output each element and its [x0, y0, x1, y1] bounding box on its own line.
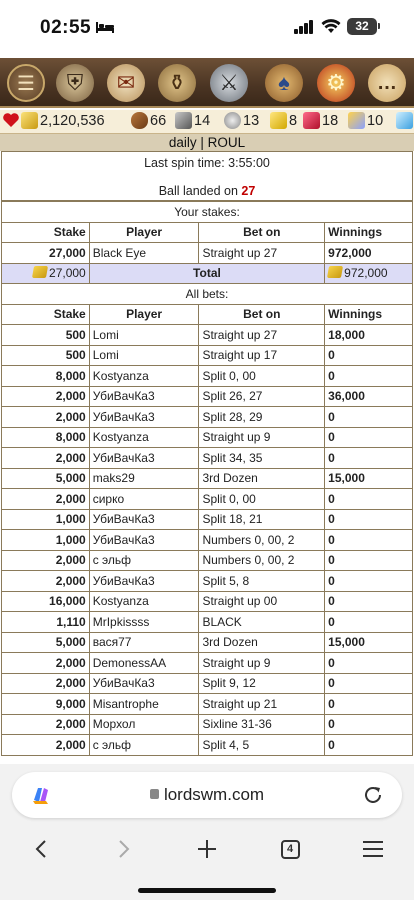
stake-cell: 5,000: [2, 632, 90, 653]
table-row: [2, 386, 413, 407]
table-row: [2, 673, 413, 694]
home-indicator: [138, 888, 276, 893]
player-link[interactable]: maks29: [89, 468, 199, 489]
cellular-signal-icon: [294, 20, 314, 34]
table-row: [2, 612, 413, 633]
table-row: [2, 735, 413, 756]
bet-cell: 3rd Dozen: [199, 632, 325, 653]
player-link[interactable]: УбиВачКа3: [89, 386, 199, 407]
winnings-cell: 0: [325, 673, 413, 694]
status-time: 02:55: [40, 17, 92, 38]
stake-cell: 2,000: [2, 550, 90, 571]
page-title: daily | ROUL: [0, 134, 414, 151]
bet-cell: Straight up 00: [199, 591, 325, 612]
winnings-cell: 0: [325, 345, 413, 366]
browser-toolbar: [0, 764, 414, 900]
heart-icon: [2, 112, 20, 128]
stake-cell: 2,000: [2, 386, 90, 407]
ball-result: [2, 184, 412, 198]
bet-cell: Split 28, 29: [199, 407, 325, 428]
gold-icon: [21, 112, 38, 129]
stake-cell: 2,000: [2, 571, 90, 592]
winnings-cell: 0: [325, 550, 413, 571]
ore-resource: [175, 112, 210, 129]
game-navigation-bar: [0, 58, 414, 108]
battery-tip: [378, 23, 380, 29]
back-button[interactable]: [21, 834, 61, 864]
table-row: [2, 591, 413, 612]
tabs-button[interactable]: [270, 834, 310, 864]
plus-icon: [197, 839, 217, 859]
bet-cell: Straight up 9: [199, 427, 325, 448]
crossed-swords-icon[interactable]: ⚔: [207, 62, 251, 104]
your-stakes-header: Your stakes:: [2, 202, 413, 223]
stake-cell: 2,000: [2, 489, 90, 510]
player-link[interactable]: Морхол: [89, 714, 199, 735]
stake-cell: 1,000: [2, 509, 90, 530]
bet-cell: BLACK: [199, 612, 325, 633]
chevron-left-icon: [34, 839, 48, 859]
winnings-cell: 18,000: [325, 325, 413, 346]
sulfur-icon: [270, 112, 287, 129]
last-spin-time: Last spin time: 3:55:00: [144, 156, 270, 170]
stake-cell: 500: [2, 345, 90, 366]
gems-icon: [348, 112, 365, 129]
table-row: [2, 407, 413, 428]
winnings-cell: 0: [325, 591, 413, 612]
winnings-cell: 0: [325, 612, 413, 633]
stake-cell: 500: [2, 325, 90, 346]
table-row: [2, 489, 413, 510]
lock-icon: [150, 789, 159, 799]
player-link[interactable]: с эльф: [89, 550, 199, 571]
player-link[interactable]: сирко: [89, 489, 199, 510]
winnings-cell: 0: [325, 694, 413, 715]
winnings-cell: 0: [325, 427, 413, 448]
tab-count: 4: [281, 840, 300, 859]
table-row: [2, 530, 413, 551]
bet-cell: Split 0, 00: [199, 366, 325, 387]
bet-cell: 3rd Dozen: [199, 468, 325, 489]
bet-cell: Split 18, 21: [199, 509, 325, 530]
chat-icon[interactable]: …: [365, 62, 409, 104]
ball-number: 27: [241, 184, 256, 198]
knight-helmet-icon[interactable]: ⛨: [53, 62, 97, 104]
bet-cell: Straight up 17: [199, 345, 325, 366]
battery-indicator: 32: [347, 18, 377, 35]
wood-amount: 66: [150, 112, 167, 129]
stake-cell: 2,000: [2, 407, 90, 428]
roulette-icon[interactable]: ⚙: [314, 62, 358, 104]
sleep-focus-icon: [96, 22, 114, 33]
player-link[interactable]: Black Eye: [89, 243, 199, 264]
player-link[interactable]: Kostyanza: [89, 591, 199, 612]
stake-cell: 2,000: [2, 448, 90, 469]
bet-cell: Straight up 9: [199, 653, 325, 674]
table-row: [2, 468, 413, 489]
winnings-cell: 0: [325, 407, 413, 428]
stake-cell: 5,000: [2, 468, 90, 489]
winnings-cell: 36,000: [325, 386, 413, 407]
stake-cell: 8,000: [2, 366, 90, 387]
map-scroll-icon[interactable]: ✉: [104, 62, 148, 104]
wifi-icon: [321, 18, 341, 34]
winnings-cell: 0: [325, 653, 413, 674]
spin-info: [1, 151, 413, 201]
mercury-resource: [224, 112, 259, 129]
table-row: [2, 550, 413, 571]
table-row: [2, 325, 413, 346]
winnings-cell: 0: [325, 571, 413, 592]
table-row: [2, 653, 413, 674]
player-link[interactable]: Kostyanza: [89, 366, 199, 387]
player-link[interactable]: УбиВачКа3: [89, 407, 199, 428]
stake-cell: 1,110: [2, 612, 90, 633]
status-bar: [0, 0, 414, 58]
gems-amount: 10: [367, 112, 384, 129]
stake-cell: 2,000: [2, 653, 90, 674]
reload-icon[interactable]: [362, 784, 384, 806]
player-link[interactable]: с эльф: [89, 735, 199, 756]
bag-icon[interactable]: ⚱: [155, 62, 199, 104]
player-link[interactable]: MrIpkissss: [89, 612, 199, 633]
crystal-amount: 18: [322, 112, 339, 129]
url-text[interactable]: lordswm.com: [12, 785, 402, 805]
bet-cell: Sixline 31-36: [199, 714, 325, 735]
gold-icon: [32, 266, 48, 278]
health-item: [2, 112, 20, 128]
winnings-cell: 0: [325, 735, 413, 756]
total-row: 27,000 Total 972,000: [2, 263, 413, 284]
bet-cell: Split 4, 5: [199, 735, 325, 756]
wood-icon: [131, 112, 148, 129]
winnings-cell: 0: [325, 489, 413, 510]
table-row: [2, 509, 413, 530]
tavern-mug-icon[interactable]: ♠: [262, 62, 306, 104]
player-link[interactable]: Lomi: [89, 325, 199, 346]
winnings-cell: 15,000: [325, 632, 413, 653]
player-link[interactable]: УбиВачКа3: [89, 673, 199, 694]
bet-cell: Straight up 27: [199, 325, 325, 346]
gold-amount: 2,120,536: [40, 112, 105, 129]
table-row: [2, 632, 413, 653]
stake-cell: 8,000: [2, 427, 90, 448]
winnings-cell: 0: [325, 509, 413, 530]
bet-cell: Numbers 0, 00, 2: [199, 550, 325, 571]
main-menu-icon[interactable]: ☰: [4, 62, 48, 104]
winnings-cell: 15,000: [325, 468, 413, 489]
table-row: [2, 571, 413, 592]
player-link[interactable]: УбиВачКа3: [89, 509, 199, 530]
gold-icon: [327, 266, 343, 278]
diamond-icon: [396, 112, 413, 129]
stake-cell: 1,000: [2, 530, 90, 551]
stake-cell: 2,000: [2, 735, 90, 756]
mercury-amount: 13: [243, 112, 260, 129]
ore-amount: 14: [194, 112, 211, 129]
stake-cell: 2,000: [2, 673, 90, 694]
sulfur-amount: 8: [289, 112, 298, 129]
bet-cell: Split 0, 00: [199, 489, 325, 510]
player-link[interactable]: DemonessAA: [89, 653, 199, 674]
forward-button[interactable]: [104, 834, 144, 864]
player-link[interactable]: УбиВачКа3: [89, 448, 199, 469]
chevron-right-icon: [117, 839, 131, 859]
resource-bar: [0, 110, 414, 134]
all-bets-header: All bets:: [2, 284, 413, 305]
player-link[interactable]: Misantrophe: [89, 694, 199, 715]
table-row: [2, 345, 413, 366]
hamburger-menu-icon: [362, 840, 384, 858]
bet-cell: Split 9, 12: [199, 673, 325, 694]
table-row: [2, 427, 413, 448]
gems-resource: [348, 112, 383, 129]
crystal-resource: [303, 112, 338, 129]
results-table: [1, 201, 413, 756]
mercury-icon: [224, 112, 241, 129]
player-link[interactable]: вася77: [89, 632, 199, 653]
winnings-cell: 0: [325, 448, 413, 469]
player-link[interactable]: Lomi: [89, 345, 199, 366]
player-link[interactable]: УбиВачКа3: [89, 530, 199, 551]
address-bar[interactable]: [12, 772, 402, 818]
table-row: 27,000 Black Eye Straight up 27 972,000: [2, 243, 413, 264]
winnings-cell: 0: [325, 530, 413, 551]
bet-cell: Straight up 21: [199, 694, 325, 715]
sulfur-resource: [270, 112, 297, 129]
menu-button[interactable]: [353, 834, 393, 864]
new-tab-button[interactable]: [187, 834, 227, 864]
bet-cell: Split 34, 35: [199, 448, 325, 469]
crystal-icon: [303, 112, 320, 129]
player-link[interactable]: УбиВачКа3: [89, 571, 199, 592]
gold-resource: [21, 112, 105, 129]
stake-cell: 16,000: [2, 591, 90, 612]
table-row: [2, 714, 413, 735]
table-row: [2, 694, 413, 715]
ball-label: Ball landed on: [158, 184, 242, 198]
table-header-row: Stake Player Bet on Winnings: [2, 304, 413, 325]
winnings-cell: 0: [325, 714, 413, 735]
table-header-row: Stake Player Bet on Winnings: [2, 222, 413, 243]
winnings-cell: 0: [325, 366, 413, 387]
stake-cell: 2,000: [2, 714, 90, 735]
diamond-resource: [396, 112, 414, 129]
bet-cell: Split 5, 8: [199, 571, 325, 592]
stake-cell: 9,000: [2, 694, 90, 715]
bet-cell: Split 26, 27: [199, 386, 325, 407]
roulette-results: [0, 134, 414, 764]
table-row: [2, 448, 413, 469]
wood-resource: [131, 112, 166, 129]
player-link[interactable]: Kostyanza: [89, 427, 199, 448]
table-row: [2, 366, 413, 387]
ore-icon: [175, 112, 192, 129]
bet-cell: Numbers 0, 00, 2: [199, 530, 325, 551]
